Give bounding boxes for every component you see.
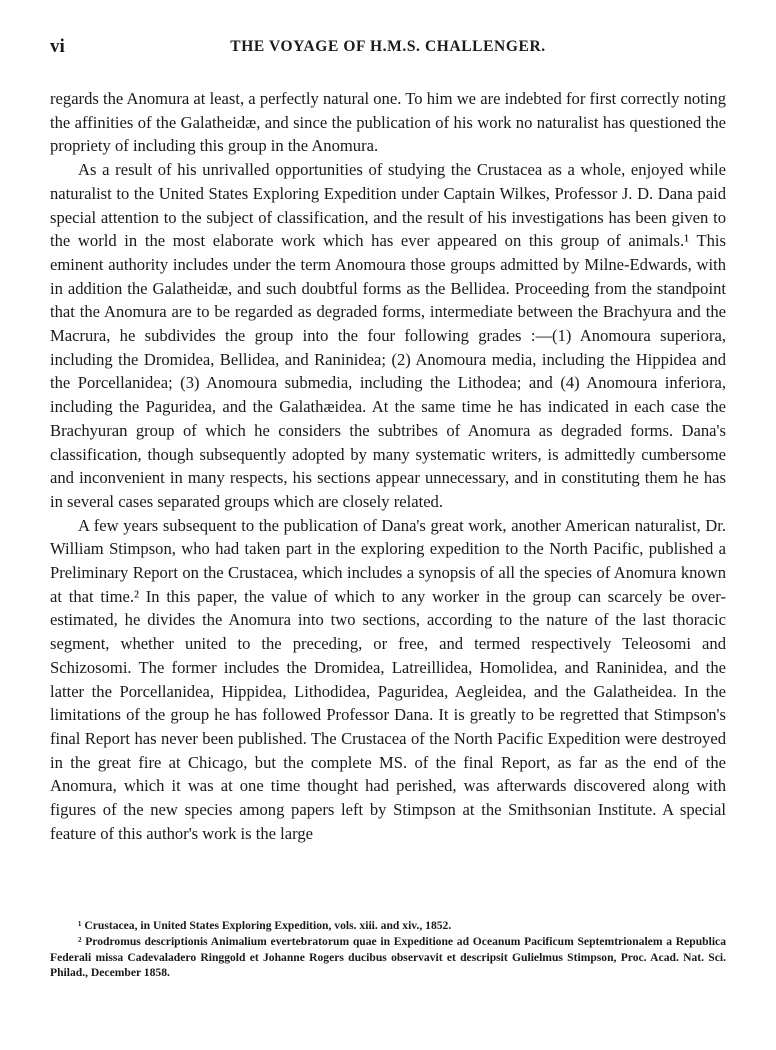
body-text	[50, 87, 726, 846]
footnote-2: ² Prodromus descriptionis Animalium evertebratorum quae in Expeditione ad Oceanum Pacificum Septemtrionalem a Republica Federali missa Cadevaladero Ringgold et Johanne Rogers ducibus observavit et descripsit Gulielmus Stimpson, Proc. Acad. Nat. Sci. Philad., December 1858.	[50, 934, 726, 980]
paragraph-2: As a result of his unrivalled opportunities of studying the Crustacea as a whole, enjoyed while naturalist to the United States Exploring Expedition under Captain Wilkes, Professor J. D. Dana paid special attention to the subject of classification, and the result of his investigations has been given to the world in the most elaborate work which has ever appeared on this group of animals.¹ This eminent authority includes under the term Anomoura those groups admitted by Milne-Edwards, with in addition the Galatheidæ, and such doubtful forms as the Bellidea. Proceeding from the standpoint that the Anomura are to be regarded as degraded forms, intermediate between the Brachyura and the Macrura, he subdivides the group into the four following grades :—(1) Anomoura superiora, including the Dromidea, Bellidea, and Raninidea; (2) Anomoura media, including the Hippidea and the Porcellanidea; (3) Anomoura submedia, including the Lithodea; and (4) Anomoura inferiora, including the Paguridea, and the Galathæidea. At the same time he has indicated in each case the Brachyuran group of which he considers the subtribes of Anomura as degraded forms. Dana's classification, though subsequently adopted by many systematic writers, is admittedly cumbersome and inconvenient in many respects, his sections appear unnecessary, and in constituting them he has in several cases separated groups which are closely related.	[50, 160, 726, 511]
page-header	[50, 36, 726, 60]
running-title: THE VOYAGE OF H.M.S. CHALLENGER.	[230, 38, 546, 55]
paragraph-1: regards the Anomura at least, a perfectly natural one. To him we are indebted for first correctly noting the affinities of the Galatheidæ, and since the publication of his work no naturalist has questioned the propriety of including this group in the Anomura.	[50, 89, 726, 156]
paragraph-3: A few years subsequent to the publication of Dana's great work, another American naturalist, Dr. William Stimpson, who had taken part in the exploring expedition to the North Pacific, published a Preliminary Report on the Crustacea, which includes a synopsis of all the species of Anomura known at that time.² In this paper, the value of which to any worker in the group can scarcely be over-estimated, he divides the Anomura into two sections, according to the nature of the last thoracic segment, whether united to the preceding, or free, and termed respectively Teleosomi and Schizosomi. The former includes the Dromidea, Latreillidea, Homolidea, and Raninidea, and the latter the Porcellanidea, Hippidea, Lithodidea, Paguridea, Aegleidea, and the Galatheidea. In the limitations of the group he has followed Professor Dana. It is greatly to be regretted that Stimpson's final Report has never been published. The Crustacea of the North Pacific Expedition were destroyed in the great fire at Chicago, but the complete MS. of the final Report, as far as the end of the Anomura, which it was at one time thought had perished, was afterwards discovered along with figures of the new species among papers left by Stimpson at the Smithsonian Institute. A special feature of this author's work is the large	[50, 515, 726, 843]
footnotes	[50, 918, 726, 981]
footnote-1: ¹ Crustacea, in United States Exploring Expedition, vols. xiii. and xiv., 1852.	[78, 919, 452, 932]
page-number: vi	[50, 36, 65, 57]
